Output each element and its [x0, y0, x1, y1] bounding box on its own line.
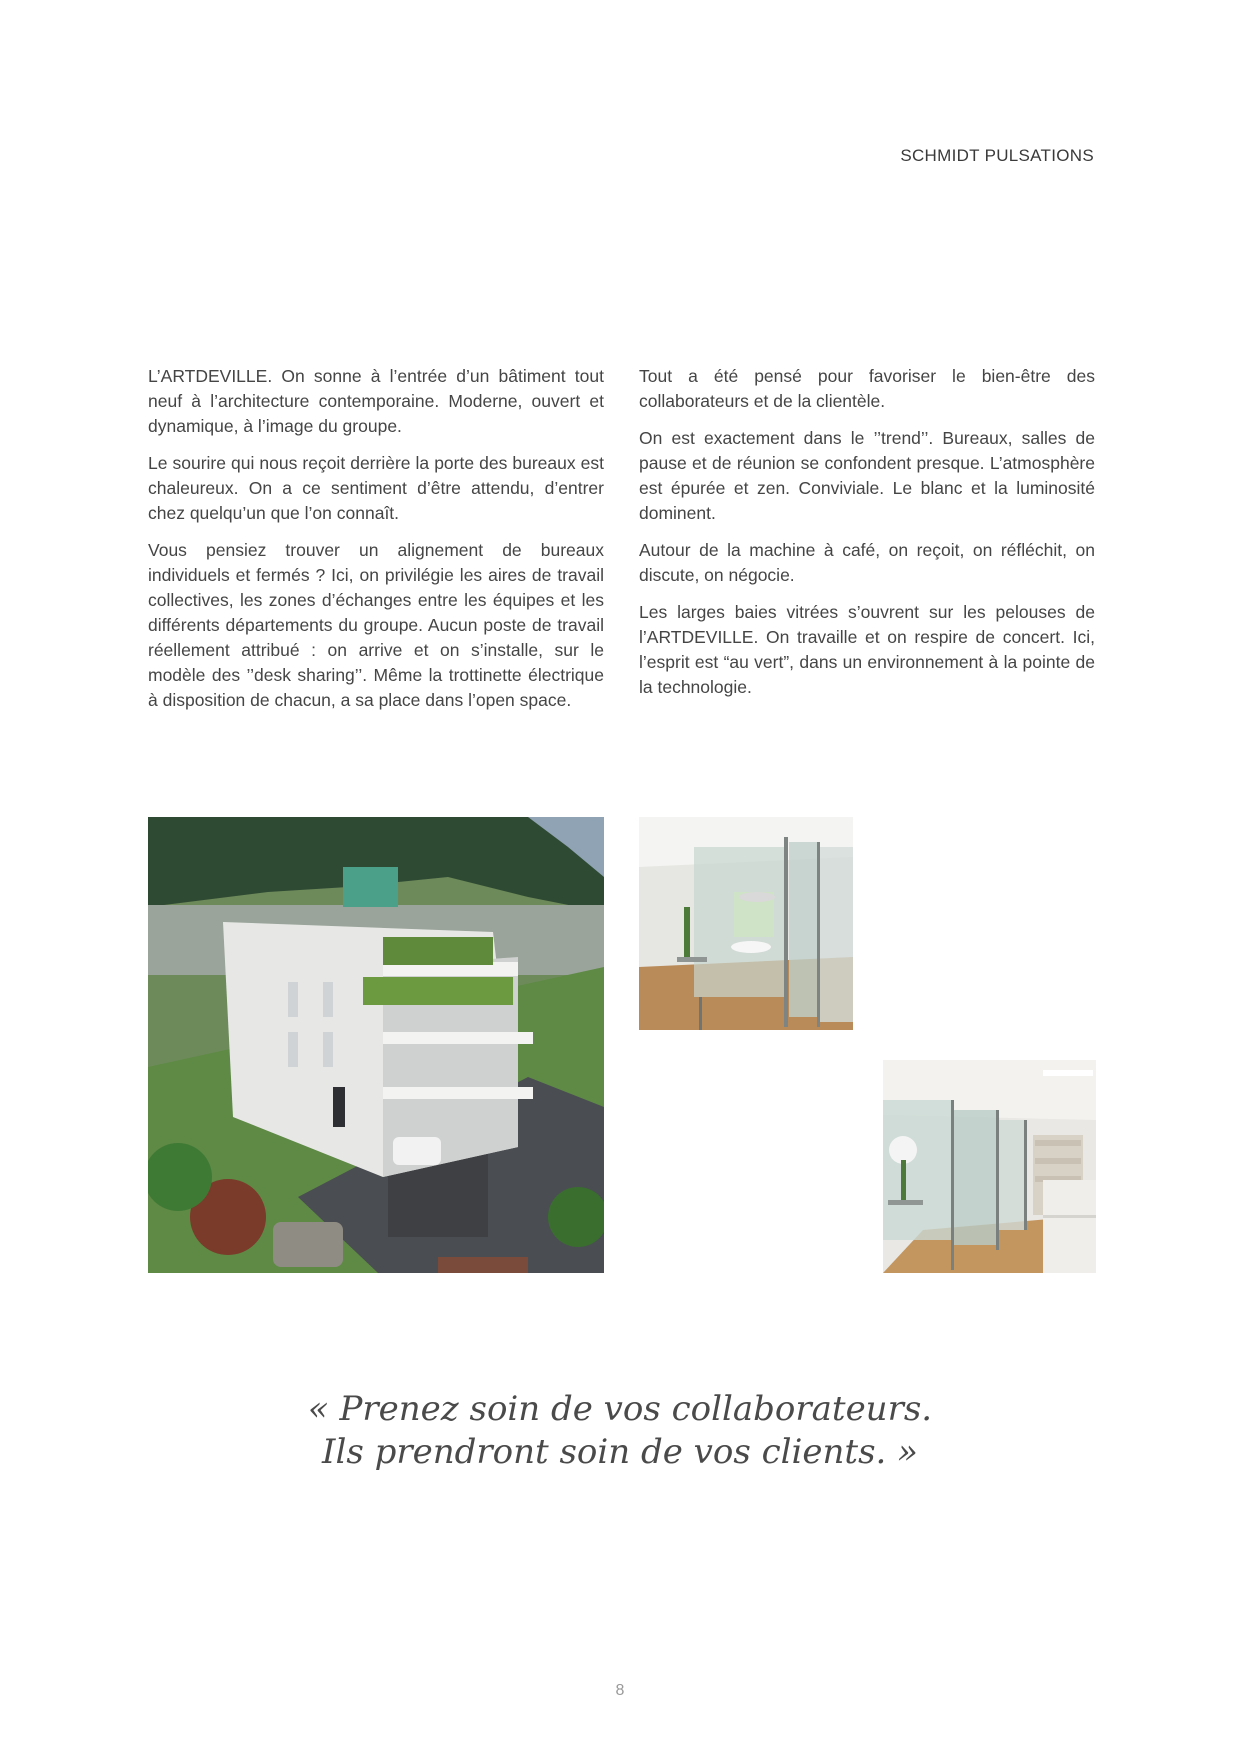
quote-line-1: « Prenez soin de vos collaborateurs. [307, 1389, 933, 1429]
quote-line-2: Ils prendront soin de vos clients. » [322, 1432, 918, 1472]
right-text-column [639, 364, 1095, 712]
glass-meeting-room-photo [639, 817, 853, 1030]
paragraph: L’ARTDEVILLE. On sonne à l’entrée d’un bâtiment tout neuf à l’architecture contemporaine. Moderne, ouvert et dynamique, à l’image du groupe. [148, 366, 604, 436]
paragraph: Autour de la machine à café, on reçoit, on réfléchit, on discute, on négocie. [639, 540, 1095, 585]
paragraph: Vous pensiez trouver un alignement de bureaux individuels et fermés ? Ici, on privilégie les aires de travail collectives, les zones d’échanges entre les équipes et les différents départements du groupe. Aucun poste de travail réellement attribué : on arrive et on s’installe, sur le modèle des ’’desk sharing’’. Même la trottinette électrique à disposition de chacun, a sa place dans l’open space. [148, 540, 604, 710]
left-text-column [148, 364, 604, 725]
building-exterior-photo [148, 817, 604, 1273]
paragraph: Le sourire qui nous reçoit derrière la porte des bureaux est chaleureux. On a ce sentiment d’être attendu, d’entrer chez quelqu’un que l’on connaît. [148, 453, 604, 523]
page-number: 8 [615, 1682, 625, 1699]
open-office-photo [883, 1060, 1096, 1273]
paragraph: On est exactement dans le ’’trend’’. Bureaux, salles de pause et de réunion se confondent presque. L’atmosphère est épurée et zen. Conviviale. Le blanc et la luminosité dominent. [639, 428, 1095, 523]
paragraph: Tout a été pensé pour favoriser le bien-être des collaborateurs et de la clientèle. [639, 366, 1095, 411]
pull-quote [0, 1388, 1240, 1474]
paragraph: Les larges baies vitrées s’ouvrent sur les pelouses de l’ARTDEVILLE. On travaille et on respire de concert. Ici, l’esprit est “au vert”, dans un environnement à la pointe de la technologie. [639, 602, 1095, 697]
brand-header: SCHMIDT PULSATIONS [900, 146, 1094, 165]
